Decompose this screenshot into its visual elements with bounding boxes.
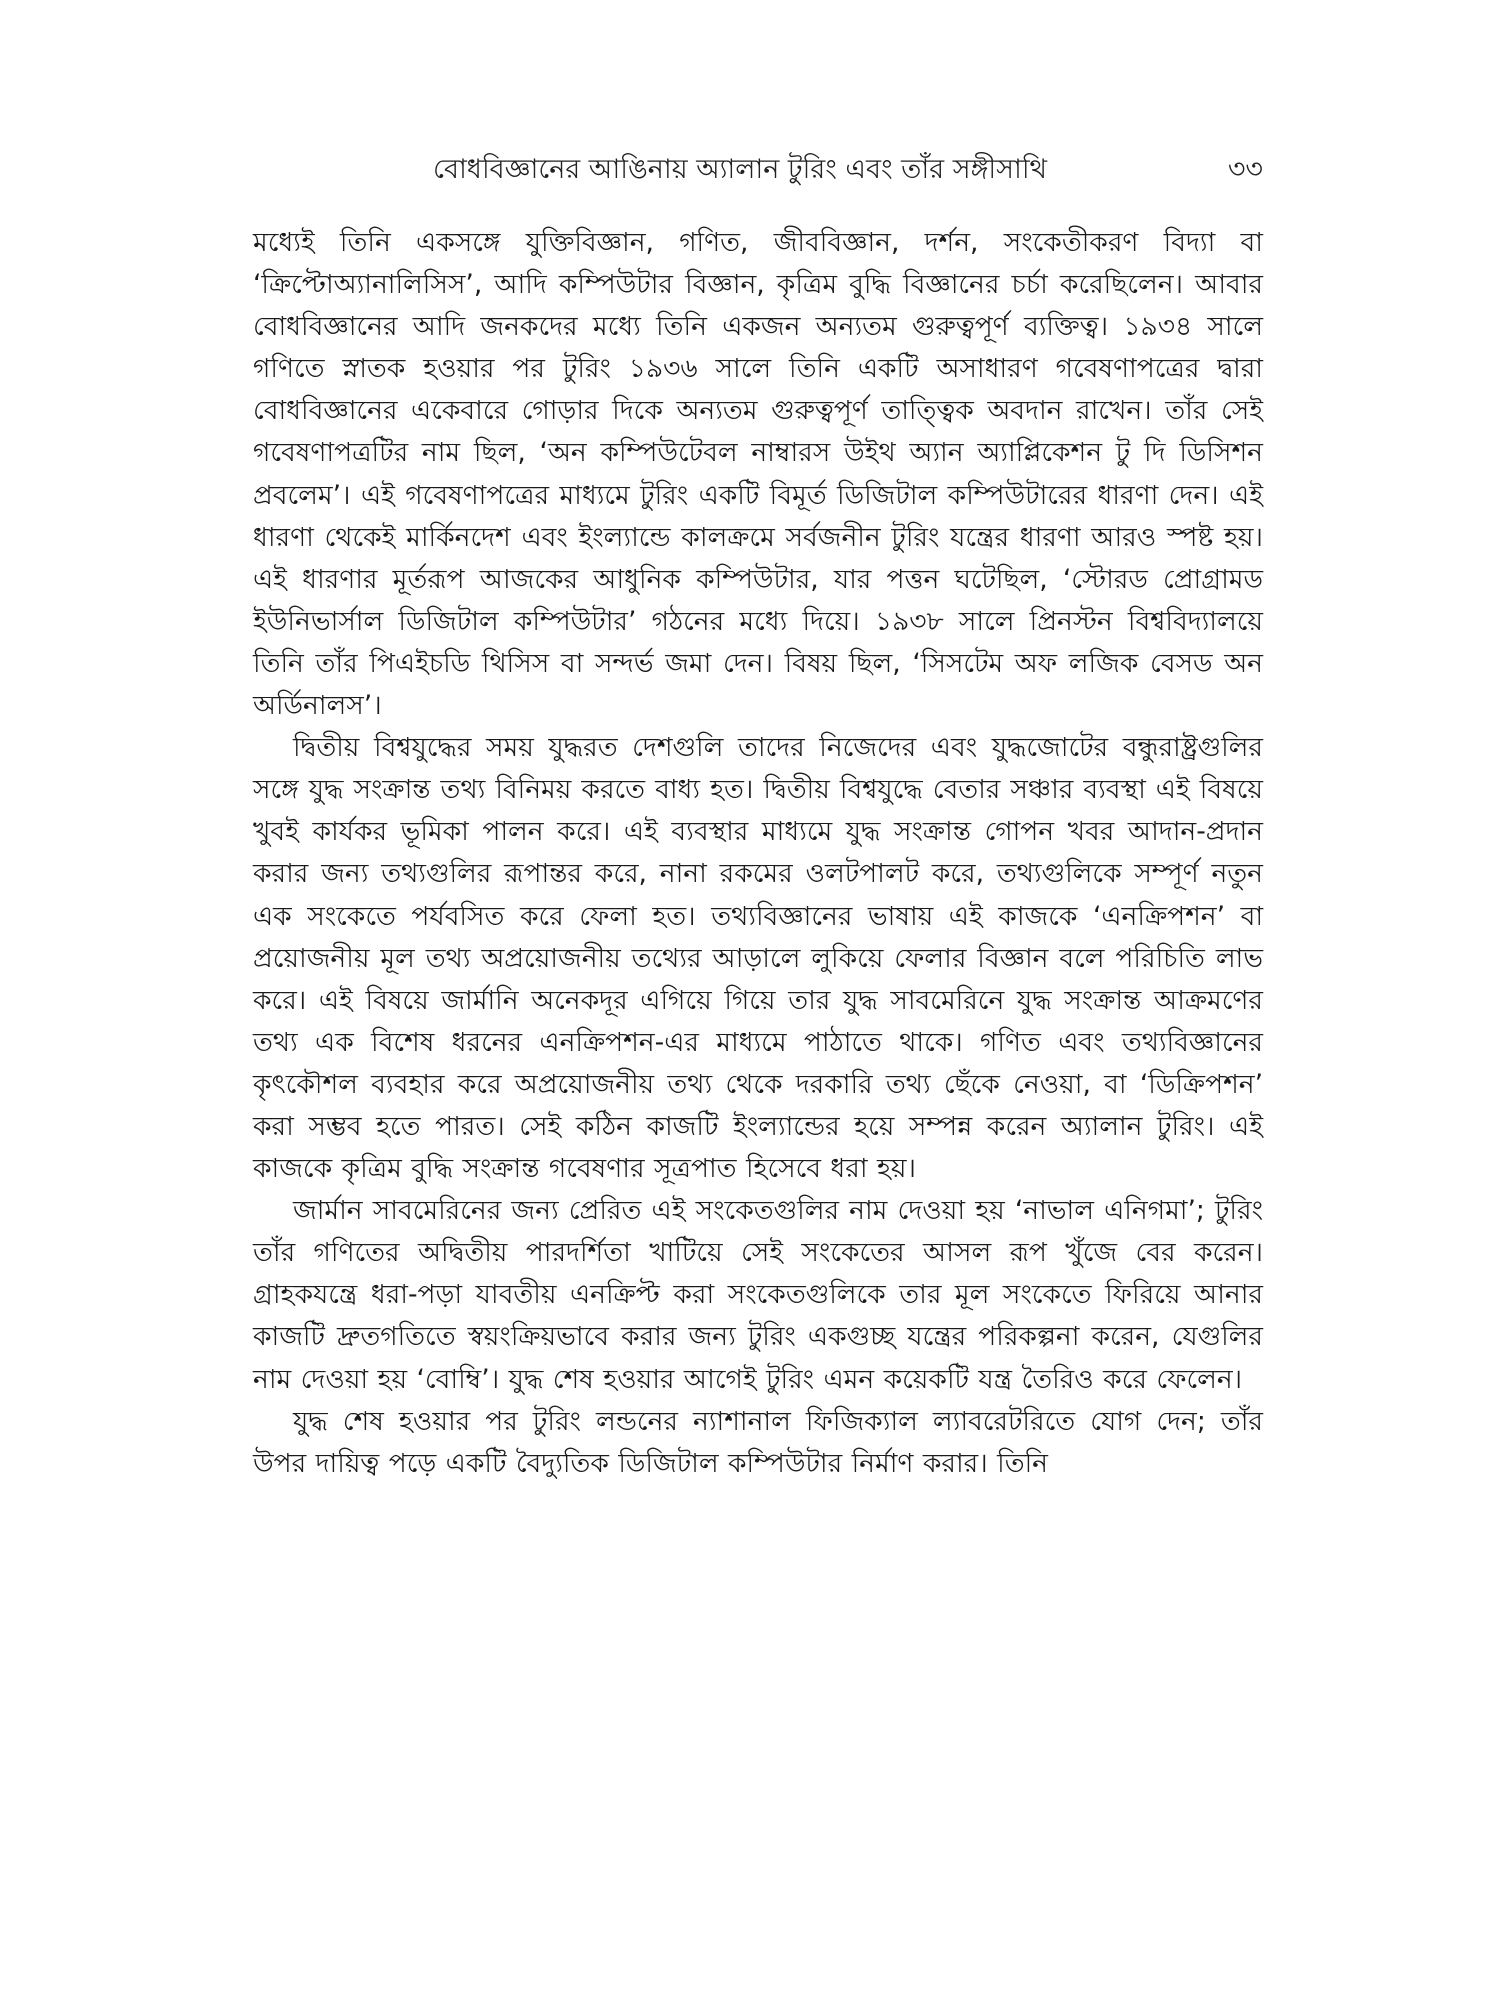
body-text xyxy=(253,222,1263,1485)
page-number: ৩৩ xyxy=(1227,154,1263,185)
paragraph: মধ্যেই তিনি একসঙ্গে যুক্তিবিজ্ঞান, গণিত, জীববিজ্ঞান, দর্শন, সংকেতীকরণ বিদ্যা বা ‘ক্রিপ্টোঅ্যানালিসিস’, আদি কম্পিউটার বিজ্ঞান, কৃত্রিম বুদ্ধি বিজ্ঞানের চর্চা করেছিলেন। আবার বোধবিজ্ঞানের আদি জনকদের মধ্যে তিনি একজন অন্যতম গুরুত্বপূর্ণ ব্যক্তিত্ব। ১৯৩৪ সালে গণিতে স্নাতক হওয়ার পর টুরিং ১৯৩৬ সালে তিনি একটি অসাধারণ গবেষণাপত্রের দ্বারা বোধবিজ্ঞানের একেবারে গোড়ার দিকে অন্যতম গুরুত্বপূর্ণ তাত্ত্বিক অবদান রাখেন। তাঁর সেই গবেষণাপত্রটির নাম ছিল, ‘অন কম্পিউটেবল নাম্বারস উইথ অ্যান অ্যাপ্লিকেশন টু দি ডিসিশন প্রবলেম’। এই গবেষণাপত্রের মাধ্যমে টুরিং একটি বিমূর্ত ডিজিটাল কম্পিউটারের ধারণা দেন। এই ধারণা থেকেই মার্কিনদেশ এবং ইংল্যান্ডে কালক্রমে সর্বজনীন টুরিং যন্ত্রের ধারণা আরও স্পষ্ট হয়। এই ধারণার মূর্তরূপ আজকের আধুনিক কম্পিউটার, যার পত্তন ঘটেছিল, ‘স্টোরড প্রোগ্রামড ইউনিভার্সাল ডিজিটাল কম্পিউটার’ গঠনের মধ্যে দিয়ে। ১৯৩৮ সালে প্রিনস্টন বিশ্ববিদ্যালয়ে তিনি তাঁর পিএইচডি থিসিস বা সন্দর্ভ জমা দেন। বিষয় ছিল, ‘সিসটেম অফ লজিক বেসড অন অর্ডিনালস’। xyxy=(253,227,1263,722)
paragraph: জার্মান সাবমেরিনের জন্য প্রেরিত এই সংকেতগুলির নাম দেওয়া হয় ‘নাভাল এনিগমা’; টুরিং তাঁর গণিতের অদ্বিতীয় পারদর্শিতা খাটিয়ে সেই সংকেতের আসল রূপ খুঁজে বের করেন। গ্রাহকযন্ত্রে ধরা-পড়া যাবতীয় এনক্রিপ্ট করা সংকেতগুলিকে তার মূল সংকেতে ফিরিয়ে আনার কাজটি দ্রুতগতিতে স্বয়ংক্রিয়ভাবে করার জন্য টুরিং একগুচ্ছ যন্ত্রের পরিকল্পনা করেন, যেগুলির নাম দেওয়া হয় ‘বোম্বি’। যুদ্ধ শেষ হওয়ার আগেই টুরিং এমন কয়েকটি যন্ত্র তৈরিও করে ফেলেন। xyxy=(253,1195,1263,1395)
paragraph: যুদ্ধ শেষ হওয়ার পর টুরিং লন্ডনের ন্যাশানাল ফিজিক্যাল ল্যাবরেটরিতে যোগ দেন; তাঁর উপর দায়িত্ব পড়ে একটি বৈদ্যুতিক ডিজিটাল কম্পিউটার নির্মাণ করার। তিনি xyxy=(253,1405,1263,1479)
running-header xyxy=(253,148,1263,192)
paragraph: দ্বিতীয় বিশ্বযুদ্ধের সময় যুদ্ধরত দেশগুলি তাদের নিজেদের এবং যুদ্ধজোটের বন্ধুরাষ্ট্রগুলির সঙ্গে যুদ্ধ সংক্রান্ত তথ্য বিনিময় করতে বাধ্য হত। দ্বিতীয় বিশ্বযুদ্ধে বেতার সঞ্চার ব্যবস্থা এই বিষয়ে খুবই কার্যকর ভূমিকা পালন করে। এই ব্যবস্থার মাধ্যমে যুদ্ধ সংক্রান্ত গোপন খবর আদান-প্রদান করার জন্য তথ্যগুলির রূপান্তর করে, নানা রকমের ওলটপালট করে, তথ্যগুলিকে সম্পূর্ণ নতুন এক সংকেতে পর্যবসিত করে ফেলা হত। তথ্যবিজ্ঞানের ভাষায় এই কাজকে ‘এনক্রিপশন’ বা প্রয়োজনীয় মূল তথ্য অপ্রয়োজনীয় তথ্যের আড়ালে লুকিয়ে ফেলার বিজ্ঞান বলে পরিচিতি লাভ করে। এই বিষয়ে জার্মানি অনেকদূর এগিয়ে গিয়ে তার যুদ্ধ সাবমেরিনে যুদ্ধ সংক্রান্ত আক্রমণের তথ্য এক বিশেষ ধরনের এনক্রিপশন-এর মাধ্যমে পাঠাতে থাকে। গণিত এবং তথ্যবিজ্ঞানের কৃৎকৌশল ব্যবহার করে অপ্রয়োজনীয় তথ্য থেকে দরকারি তথ্য ছেঁকে নেওয়া, বা ‘ডিক্রিপশন’ করা সম্ভব হতে পারত। সেই কঠিন কাজটি ইংল্যান্ডের হয়ে সম্পন্ন করেন অ্যালান টুরিং। এই কাজকে কৃত্রিম বুদ্ধি সংক্রান্ত গবেষণার সূত্রপাত হিসেবে ধরা হয়। xyxy=(253,732,1263,1185)
running-title: বোধবিজ্ঞানের আঙিনায় অ্যালান টুরিং এবং তাঁর সঙ্গীসাথি xyxy=(433,154,1048,185)
